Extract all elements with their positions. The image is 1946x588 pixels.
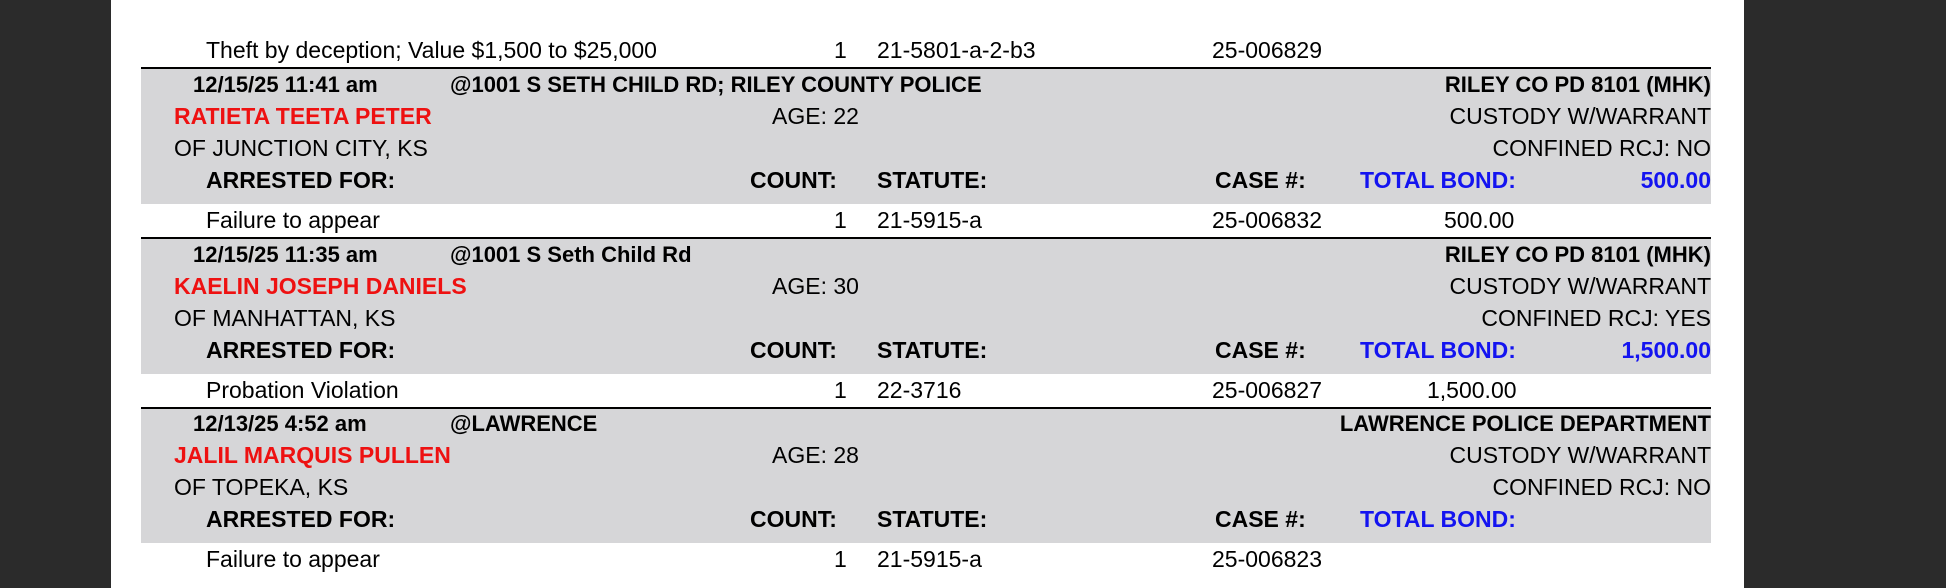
arrestee-residence: OF MANHATTAN, KS — [174, 305, 396, 331]
count-label: COUNT: — [750, 337, 837, 363]
arrest-location: @1001 S Seth Child Rd — [450, 242, 692, 267]
confined-status: CONFINED RCJ: NO — [1492, 474, 1711, 500]
arrestee-residence: OF TOPEKA, KS — [174, 474, 349, 500]
charge-bond: 500.00 — [1444, 207, 1515, 233]
arresting-agency: RILEY CO PD 8101 (MHK) — [1444, 242, 1711, 267]
confined-status: CONFINED RCJ: NO — [1492, 135, 1711, 161]
charge-statute: 21-5801-a-2-b3 — [877, 37, 1036, 63]
arrest-datetime: 12/15/25 11:41 am — [193, 72, 378, 97]
total-bond-value: 500.00 — [1640, 167, 1711, 193]
total-bond-label: TOTAL BOND: — [1360, 167, 1516, 193]
charge-count: 1 — [834, 37, 847, 63]
arresting-agency: RILEY CO PD 8101 (MHK) — [1444, 72, 1711, 97]
charge-case: 25-006832 — [1212, 207, 1322, 233]
charge-statute: 21-5915-a — [877, 207, 982, 233]
charge-statute: 22-3716 — [877, 377, 962, 403]
arrestee-age: AGE: 22 — [772, 103, 859, 129]
arrest-location: @1001 S SETH CHILD RD; RILEY COUNTY POLICE — [450, 72, 982, 97]
charge-statute: 21-5915-a — [877, 546, 982, 572]
arrestee-age: AGE: 30 — [772, 273, 859, 299]
arrestee-age: AGE: 28 — [772, 442, 859, 468]
arrest-location: @LAWRENCE — [450, 411, 598, 436]
count-label: COUNT: — [750, 506, 837, 532]
arrest-report-page — [111, 0, 1744, 588]
custody-status: CUSTODY W/WARRANT — [1449, 273, 1711, 299]
arrestee-name: KAELIN JOSEPH DANIELS — [174, 273, 467, 299]
charge-bond: 1,500.00 — [1427, 377, 1517, 403]
count-label: COUNT: — [750, 167, 837, 193]
confined-status: CONFINED RCJ: YES — [1481, 305, 1711, 331]
custody-status: CUSTODY W/WARRANT — [1449, 103, 1711, 129]
charge-count: 1 — [834, 377, 847, 403]
total-bond-label: TOTAL BOND: — [1360, 337, 1516, 363]
arrested-for-label: ARRESTED FOR: — [206, 167, 396, 193]
charge-count: 1 — [834, 207, 847, 233]
case-label: CASE #: — [1215, 506, 1306, 532]
charge-offense: Failure to appear — [206, 207, 380, 233]
statute-label: STATUTE: — [877, 337, 988, 363]
charge-offense: Theft by deception; Value $1,500 to $25,000 — [206, 37, 657, 63]
arresting-agency: LAWRENCE POLICE DEPARTMENT — [1339, 411, 1711, 436]
charge-offense: Failure to appear — [206, 546, 380, 572]
case-label: CASE #: — [1215, 337, 1306, 363]
statute-label: STATUTE: — [877, 506, 988, 532]
charge-count: 1 — [834, 546, 847, 572]
total-bond-value: 1,500.00 — [1621, 337, 1711, 363]
charge-case: 25-006823 — [1212, 546, 1322, 572]
statute-label: STATUTE: — [877, 167, 988, 193]
arrested-for-label: ARRESTED FOR: — [206, 506, 396, 532]
arrestee-residence: OF JUNCTION CITY, KS — [174, 135, 428, 161]
custody-status: CUSTODY W/WARRANT — [1449, 442, 1711, 468]
arrest-datetime: 12/13/25 4:52 am — [193, 411, 367, 436]
arrest-datetime: 12/15/25 11:35 am — [193, 242, 378, 267]
arrestee-name: RATIETA TEETA PETER — [174, 103, 432, 129]
total-bond-label: TOTAL BOND: — [1360, 506, 1516, 532]
charge-case: 25-006829 — [1212, 37, 1322, 63]
charge-case: 25-006827 — [1212, 377, 1322, 403]
case-label: CASE #: — [1215, 167, 1306, 193]
charge-offense: Probation Violation — [206, 377, 399, 403]
arrested-for-label: ARRESTED FOR: — [206, 337, 396, 363]
arrestee-name: JALIL MARQUIS PULLEN — [174, 442, 451, 468]
